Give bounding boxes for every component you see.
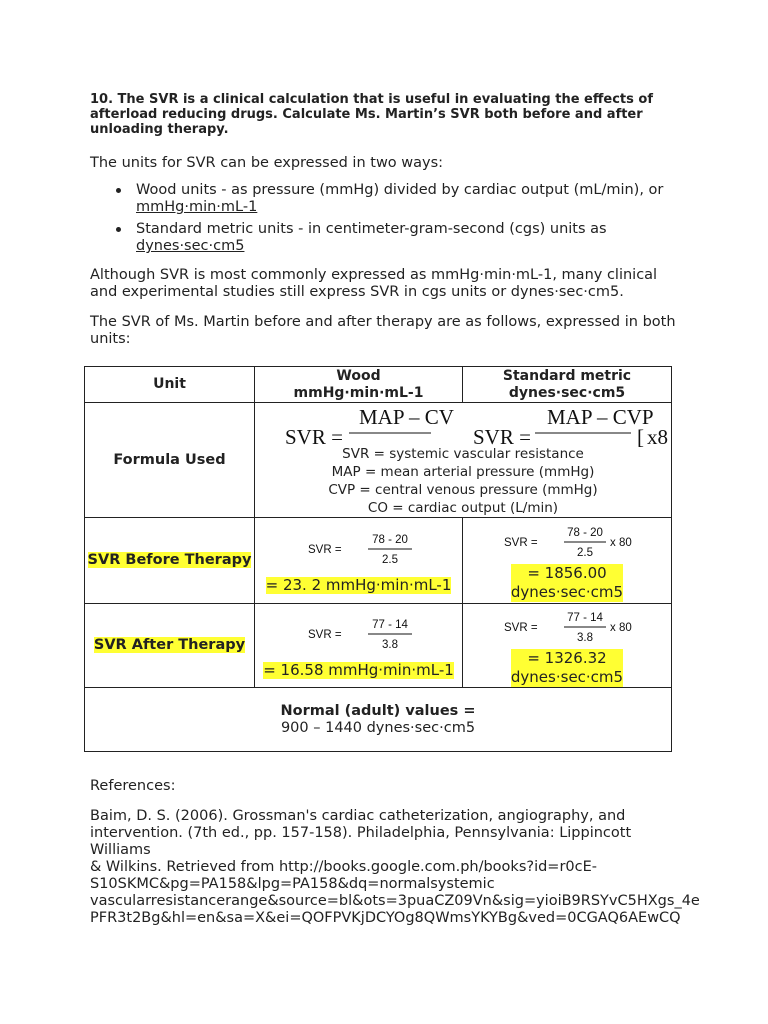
wood-units-text: Wood units - as pressure (mmHg) divided by cardiac output (mL/min), or: [136, 182, 664, 198]
after-wood-numerator: 77 - 14: [371, 618, 408, 631]
after-metric-numerator: 77 - 14: [567, 611, 603, 624]
wood-formula-lhs: SVR =: [285, 425, 343, 449]
list-item: [136, 221, 680, 255]
before-metric-calc: [502, 524, 632, 560]
after-wood-result: = 16.58 mmHg·min·mL-1: [263, 660, 454, 679]
after-metric-lhs: SVR =: [504, 621, 538, 634]
reference-line: S10SKMC&pg=PA158&lpg=PA158&dq=normalsystemic: [90, 876, 495, 892]
before-metric-result-value: = 1856.00: [527, 563, 607, 582]
header-wood-title: Wood: [336, 367, 381, 384]
paragraph-svr-martin: The SVR of Ms. Martin before and after therapy are as follows, expressed in both units:: [90, 314, 676, 347]
header-wood: [255, 367, 463, 403]
after-wood-denominator: 3.8: [381, 638, 398, 651]
before-wood-result: = 23. 2 mmHg·min·mL-1: [265, 575, 452, 594]
before-metric-denominator: 2.5: [577, 546, 593, 559]
wood-formula-numerator: MAP – CV: [359, 405, 454, 429]
reference-line: vascularresistancerange&source=bl&ots=3puaCZ09Vn&sig=yioiB9RSYvC5HXgs_4e: [90, 893, 700, 909]
after-wood-calc: [304, 616, 414, 652]
paragraph-although: Although SVR is most commonly expressed as mmHg·min·mL-1, many clinical and experimental studies still express SVR in cgs units or dynes·sec·cm5.: [90, 267, 658, 300]
reference-line: intervention. (7th ed., pp. 157-158). Philadelphia, Pennsylvania: Lippincott Williams: [90, 825, 632, 858]
before-wood-lhs: SVR =: [307, 543, 342, 556]
metric-units-label: dynes·sec·cm5: [136, 238, 245, 254]
before-metric-result: [511, 564, 623, 602]
metric-formula-lhs: SVR =: [473, 425, 531, 449]
after-row-label: [85, 604, 255, 688]
before-metric-cell: [463, 518, 672, 604]
before-metric-lhs: SVR =: [504, 536, 538, 549]
normal-values-title: Normal (adult) values =: [280, 702, 476, 719]
units-list: [90, 182, 680, 255]
after-metric-cell: [463, 604, 672, 688]
metric-formula-multiplier: x8: [647, 425, 668, 449]
before-metric-numerator: 78 - 20: [567, 526, 603, 539]
before-wood-denominator: 2.5: [381, 553, 398, 566]
references-section: [90, 778, 700, 927]
metric-formula-bracket: [: [637, 425, 644, 449]
after-metric-result: [511, 649, 623, 687]
reference-line: & Wilkins. Retrieved from http://books.google.com.ph/books?id=r0cE-: [90, 859, 598, 875]
header-unit: Unit: [85, 367, 255, 403]
reference-line: PFR3t2Bg&hl=en&sa=X&ei=QOFPVKjDCYOg8QWmsYKYBg&ved=0CGAQ6AEwCQ: [90, 910, 681, 926]
table-row: [85, 367, 672, 403]
wood-units-label: mmHg·min·mL-1: [136, 199, 258, 215]
table-row: [85, 688, 672, 752]
units-intro: The units for SVR can be expressed in two ways:: [90, 155, 444, 171]
legend-co: CO = cardiac output (L/min): [367, 500, 559, 516]
metric-formula-numerator: MAP – CVP: [547, 405, 654, 429]
before-wood-calc: [304, 531, 414, 567]
header-metric-unit: dynes·sec·cm5: [508, 384, 626, 401]
header-metric: [463, 367, 672, 403]
legend-map: MAP = mean arterial pressure (mmHg): [331, 464, 595, 480]
reference-line: Baim, D. S. (2006). Grossman's cardiac catheterization, angiography, and: [90, 808, 626, 824]
normal-values-range: 900 – 1440 dynes·sec·cm5: [280, 719, 476, 736]
formula-cell: [255, 403, 672, 518]
references-heading: References:: [90, 778, 176, 794]
table-row: [85, 518, 672, 604]
document-body: [90, 92, 680, 348]
after-wood-lhs: SVR =: [307, 628, 342, 641]
header-metric-title: Standard metric: [502, 367, 632, 384]
normal-values-cell: [85, 688, 672, 752]
question-heading: 10. The SVR is a clinical calculation that is useful in evaluating the effects of afterload reducing drugs. Calculate Ms. Martin’s SVR both before and after unloading therapy.: [90, 92, 653, 137]
after-wood-cell: [255, 604, 463, 688]
legend-svr: SVR = systemic vascular resistance: [342, 446, 584, 462]
before-wood-cell: [255, 518, 463, 604]
before-wood-numerator: 78 - 20: [371, 533, 408, 546]
after-metric-result-value: = 1326.32: [527, 648, 607, 667]
formula-equations: [255, 403, 671, 451]
before-row-label: [85, 518, 255, 604]
table-row: [85, 403, 672, 518]
svr-table: [84, 366, 672, 752]
header-wood-unit: mmHg·min·mL-1: [293, 384, 424, 401]
after-metric-calc: [502, 609, 632, 645]
before-metric-result-unit: dynes·sec·cm5: [510, 582, 624, 601]
before-metric-multiplier: x 80: [610, 536, 632, 549]
metric-units-text: Standard metric units - in centimeter-gram-second (cgs) units as: [136, 221, 607, 237]
after-row-label-text: SVR After Therapy: [93, 637, 246, 653]
list-item: [136, 182, 680, 216]
formula-legend: [255, 445, 671, 517]
legend-cvp: CVP = central venous pressure (mmHg): [328, 482, 598, 498]
before-row-label-text: SVR Before Therapy: [87, 552, 252, 568]
reference-entry: [90, 808, 700, 927]
after-metric-denominator: 3.8: [577, 631, 593, 644]
formula-row-label: Formula Used: [85, 403, 255, 518]
after-metric-result-unit: dynes·sec·cm5: [510, 667, 624, 686]
table-row: [85, 604, 672, 688]
after-metric-multiplier: x 80: [610, 621, 632, 634]
